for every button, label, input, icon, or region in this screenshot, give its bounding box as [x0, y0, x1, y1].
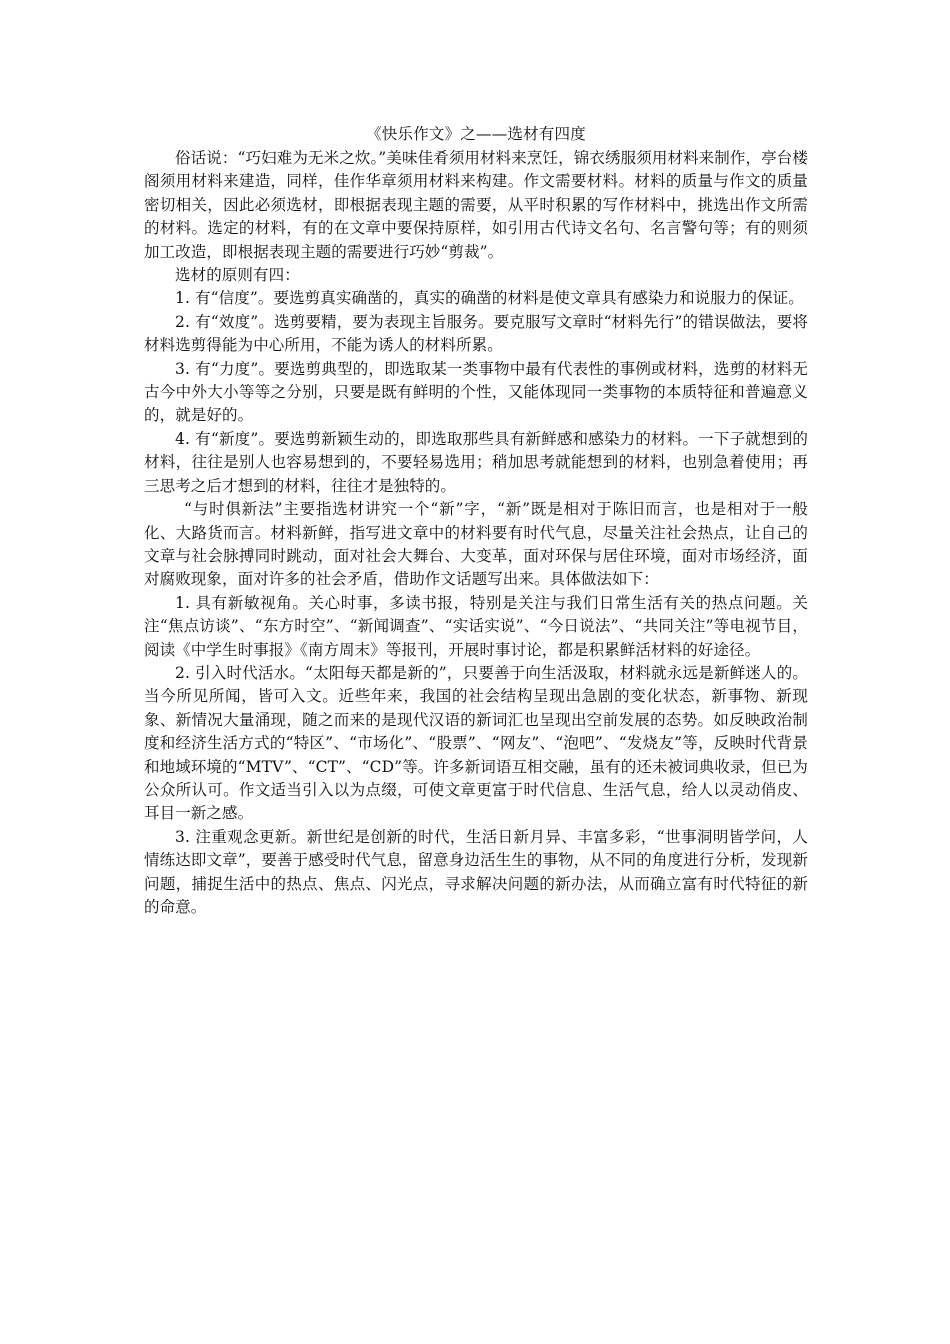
principles-heading: 选材的原则有四：	[175, 266, 300, 285]
document-title: 《快乐作文》之——选材有四度	[366, 125, 586, 143]
principle-item: 2. 有“效度”。选剪要精，要为表现主旨服务。要克服写文章时“材料先行”的错误做法，要将材料选剪得能为中心所用，不能为诱人的材料所累。	[144, 312, 808, 355]
principle-item: 3. 有“力度”。要选剪典型的，即选取某一类事物中最有代表性的事例或材料，选剪的材料无古今中外大小等等之分别，只要是既有鲜明的个性，又能体现同一类事物的本质特征和普遍意义的，就是好的。	[144, 359, 808, 425]
intro-paragraph: 俗话说：“巧妇难为无米之炊。”美味佳肴须用材料来烹饪，锦衣绣服须用材料来制作，亭台楼阁须用材料来建造，同样，佳作华章须用材料来构建。作文需要材料。材料的质量与作文的质量密切相关，因此必须选材，即根据表现主题的需要，从平时积累的写作材料中，挑选出作文所需的材料。选定的材料，有的在文章中要保持原样，如引用古代诗文名句、名言警句等；有的则须加工改造，即根据表现主题的需要进行巧妙“剪裁”。	[144, 149, 808, 261]
new-method-intro: “与时俱新法”主要指选材讲究一个“新”字，“新”既是相对于陈旧而言，也是相对于一般化、大路货而言。材料新鲜，指写进文章中的材料要有时代气息，尽量关注社会热点，让自己的文章与社会脉搏同时跳动，面对社会大舞台、大变革，面对环保与居住环境，面对市场经济，面对腐败现象，面对许多的社会矛盾，借助作文话题写出来。具体做法如下：	[144, 500, 808, 589]
principle-item: 1. 有“信度”。要选剪真实确凿的，真实的确凿的材料是使文章具有感染力和说服力的保证。	[175, 289, 804, 308]
document-page	[144, 122, 808, 919]
method-item: 1. 具有新敏视角。关心时事，多读书报，特别是关注与我们日常生活有关的热点问题。关注“焦点访谈”、“东方时空”、“新闻调查”、“实话实说”、“今日说法”、“共同关注”等电视节目，阅读《中学生时事报》《南方周末》等报刊，开展时事讨论，都是积累鲜活材料的好途径。	[144, 593, 808, 659]
principle-item: 4. 有“新度”。要选剪新颖生动的，即选取那些具有新鲜感和感染力的材料。一下子就想到的材料，往往是别人也容易想到的，不要轻易选用；稍加思考就能想到的材料，也别急着使用；再三思考之后才想到的材料，往往才是独特的。	[144, 429, 808, 495]
method-item: 2. 引入时代活水。“太阳每天都是新的”，只要善于向生活汲取，材料就永远是新鲜迷人的。当今所见所闻，皆可入文。近些年来，我国的社会结构呈现出急剧的变化状态，新事物、新现象、新情况大量涌现，随之而来的是现代汉语的新词汇也呈现出空前发展的态势。如反映政治制度和经济生活方式的“特区”、“市场化”、“股票”、“网友”、“泡吧”、“发烧友”等，反映时代背景和地域环境的“MTV”、“CT”、“CD”等。许多新词语互相交融，虽有的还未被词典收录，但已为公众所认可。作文适当引入以为点缀，可使文章更富于时代信息、生活气息，给人以灵动俏皮、耳目一新之感。	[144, 663, 808, 823]
method-item: 3. 注重观念更新。新世纪是创新的时代，生活日新月异、丰富多彩，“世事洞明皆学问，人情练达即文章”，要善于感受时代气息，留意身边活生生的事物，从不同的角度进行分析，发现新问题，捕捉生活中的热点、焦点、闪光点，寻求解决问题的新办法，从而确立富有时代特征的新的命意。	[144, 827, 808, 916]
